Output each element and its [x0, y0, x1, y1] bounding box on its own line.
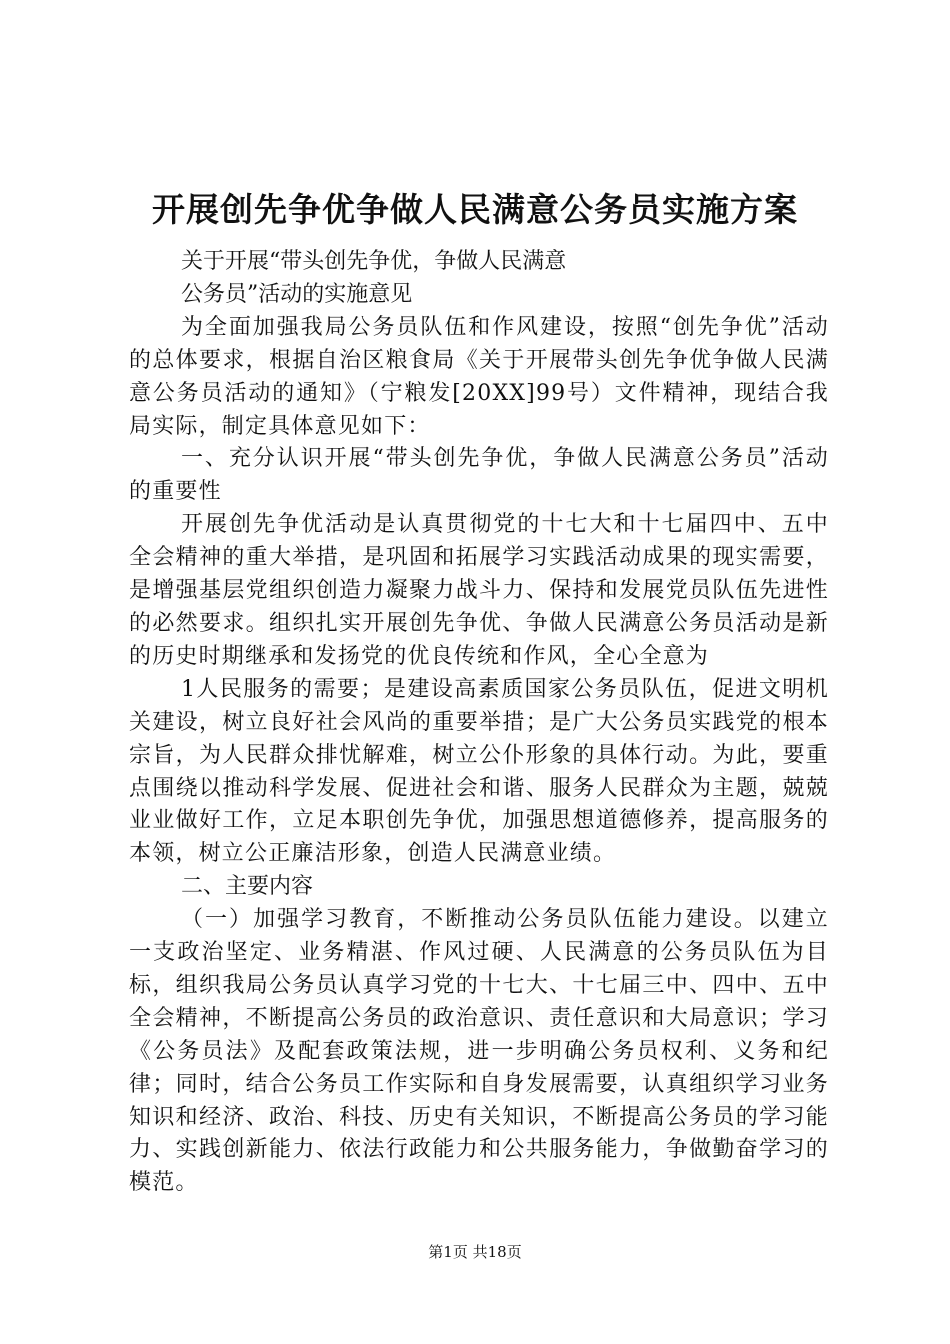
subtitle-line-1: 关于开展“带头创先争优，争做人民满意 [181, 249, 567, 274]
document-title: 开展创先争优争做人民满意公务员实施方案 [152, 190, 798, 229]
document-body [129, 246, 829, 1200]
subtitle-line-2: 公务员”活动的实施意见 [181, 281, 413, 307]
intro-paragraph: 为全面加强我局公务员队伍和作风建设，按照“创先争优”活动的总体要求，根据自治区粮食局《关于开展带头创先争优争做人民满意公务员活动的通知》（宁粮发[20XX]99号）文件精神，现结合我局实际，制定具体意见如下： [129, 314, 829, 439]
body-paragraph-3: （一）加强学习教育，不断推动公务员队伍能力建设。以建立一支政治坚定、业务精湛、作风过硬、人民满意的公务员队伍为目标，组织我局公务员认真学习党的十七大、十七届三中、四中、五中全会精神，不断提高公务员的政治意识、责任意识和大局意识；学习《公务员法》及配套政策法规，进一步明确公务员权利、义务和纪律；同时，结合公务员工作实际和自身发展需要，认真组织学习业务知识和经济、政治、科技、历史有关知识，不断提高公务员的学习能力、实践创新能力、依法行政能力和公共服务能力，争做勤奋学习的模范。 [129, 907, 829, 1196]
section-heading-1: 一、充分认识开展“带头创先争优，争做人民满意公务员”活动的重要性 [129, 446, 829, 505]
section-heading-2: 二、主要内容 [181, 874, 314, 900]
body-paragraph-2: 1人民服务的需要；是建设高素质国家公务员队伍，促进文明机关建设，树立良好社会风尚的重要举措；是广大公务员实践党的根本宗旨，为人民群众排忧解难，树立公仆形象的具体行动。为此，要重点围绕以推动科学发展、促进社会和谐、服务人民群众为主题，兢兢业业做好工作，立足本职创先争优，加强思想道德修养，提高服务的本领，树立公正廉洁形象，创造人民满意业绩。 [129, 676, 829, 867]
body-paragraph-1: 开展创先争优活动是认真贯彻党的十七大和十七届四中、五中全会精神的重大举措，是巩固和拓展学习实践活动成果的现实需要，是增强基层党组织创造力凝聚力战斗力、保持和发展党员队伍先进性的必然要求。组织扎实开展创先争优、争做人民满意公务员活动是新的历史时期继承和发扬党的优良传统和作风，全心全意为 [129, 512, 829, 669]
page-footer: 第1页 共18页 [428, 1243, 522, 1261]
